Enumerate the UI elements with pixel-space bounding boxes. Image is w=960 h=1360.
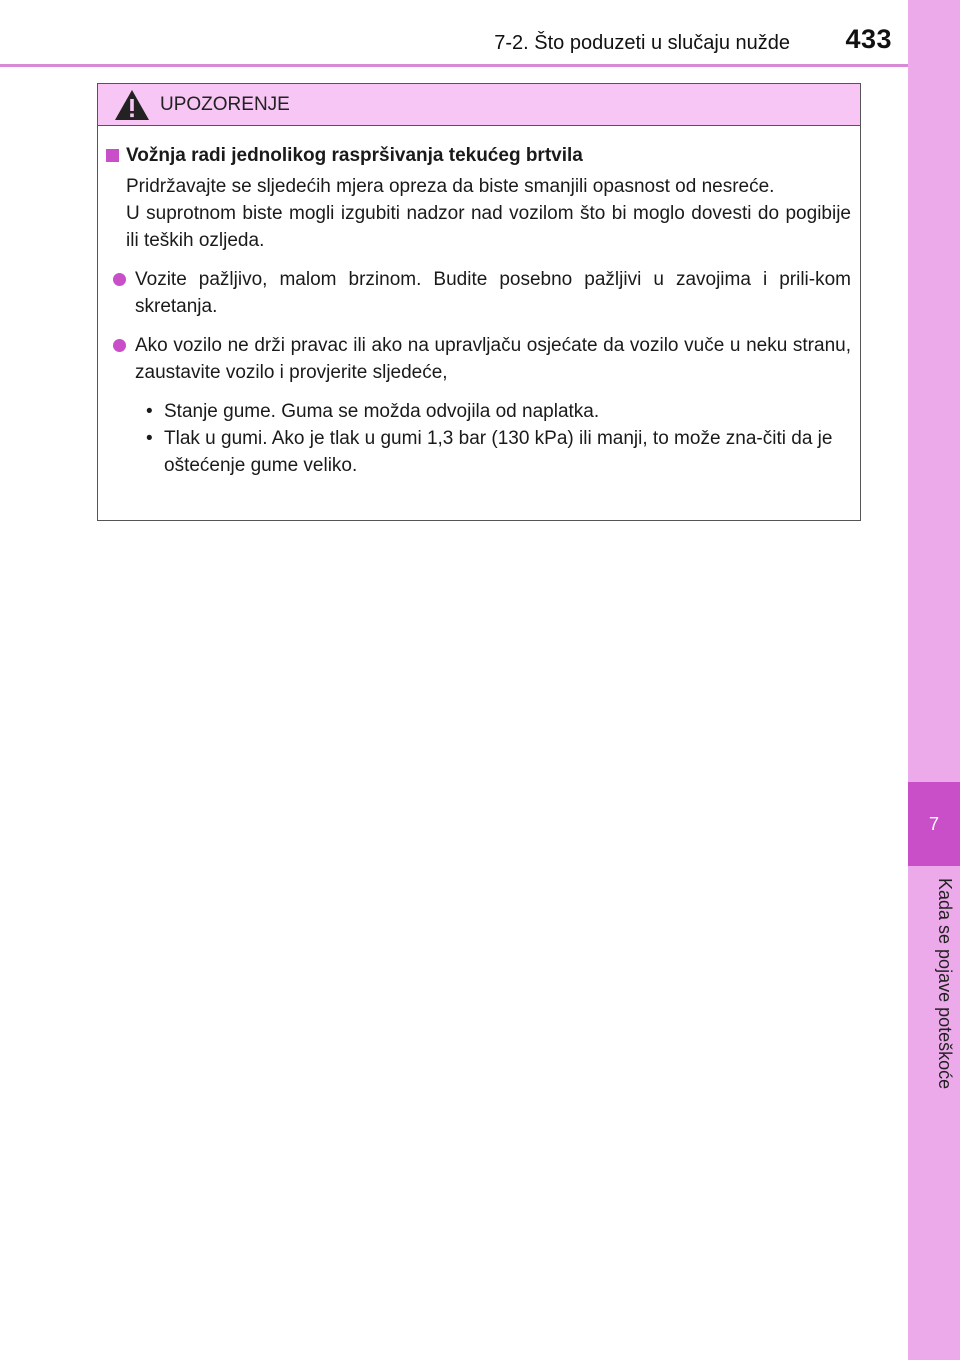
intro-paragraphs (126, 173, 851, 254)
list-item-text: Vozite pažljivo, malom brzinom. Budite posebno pažljivi u zavojima i prili-kom skretanja. (135, 269, 851, 317)
warning-title: UPOZORENJE (160, 93, 290, 115)
warning-body (98, 126, 860, 479)
page-number: 433 (845, 24, 892, 54)
header-divider (0, 64, 908, 67)
sub-bullet-mark: • (146, 428, 153, 449)
section-heading-text: Vožnja radi jednolikog raspršivanja tekućeg brtvila (126, 145, 583, 166)
list-item (106, 266, 851, 320)
chapter-number-badge (908, 782, 960, 866)
section-heading (106, 142, 851, 169)
paragraph: Pridržavajte se sljedećih mjera opreza da biste smanjili opasnost od nesreće. (126, 176, 775, 197)
section-title: 7-2. Što poduzeti u slučaju nužde (494, 32, 790, 54)
sub-list (146, 398, 851, 479)
sub-list-item-text: Stanje gume. Guma se možda odvojila od naplatka. (164, 401, 600, 422)
warning-header (98, 84, 860, 126)
list-item-text: Ako vozilo ne drži pravac ili ako na upravljaču osjećate da vozilo vuče u neku stranu, zaustavite vozilo i provjerite sljedeće, (135, 335, 851, 383)
list-item (106, 332, 851, 386)
chapter-side-tab (908, 0, 960, 1360)
warning-box (97, 83, 861, 521)
circle-bullet-icon (113, 273, 126, 286)
sub-list-item-text: Tlak u gumi. Ako je tlak u gumi 1,3 bar (130 kPa) ili manji, to može zna-čiti da je oštećenje gume veliko. (164, 428, 833, 476)
square-bullet-icon (106, 149, 119, 162)
paragraph: U suprotnom biste mogli izgubiti nadzor nad vozilom što bi moglo dovesti do pogibije ili teških ozljeda. (126, 203, 851, 251)
chapter-title: Kada se pojave poteškoće (935, 878, 955, 1090)
sub-list-item (146, 425, 851, 479)
chapter-number: 7 (928, 813, 939, 834)
warning-triangle-icon (114, 89, 150, 121)
page-header (0, 0, 908, 66)
circle-bullet-icon (113, 339, 126, 352)
sub-list-item (146, 398, 851, 425)
sub-bullet-mark: • (146, 401, 153, 422)
